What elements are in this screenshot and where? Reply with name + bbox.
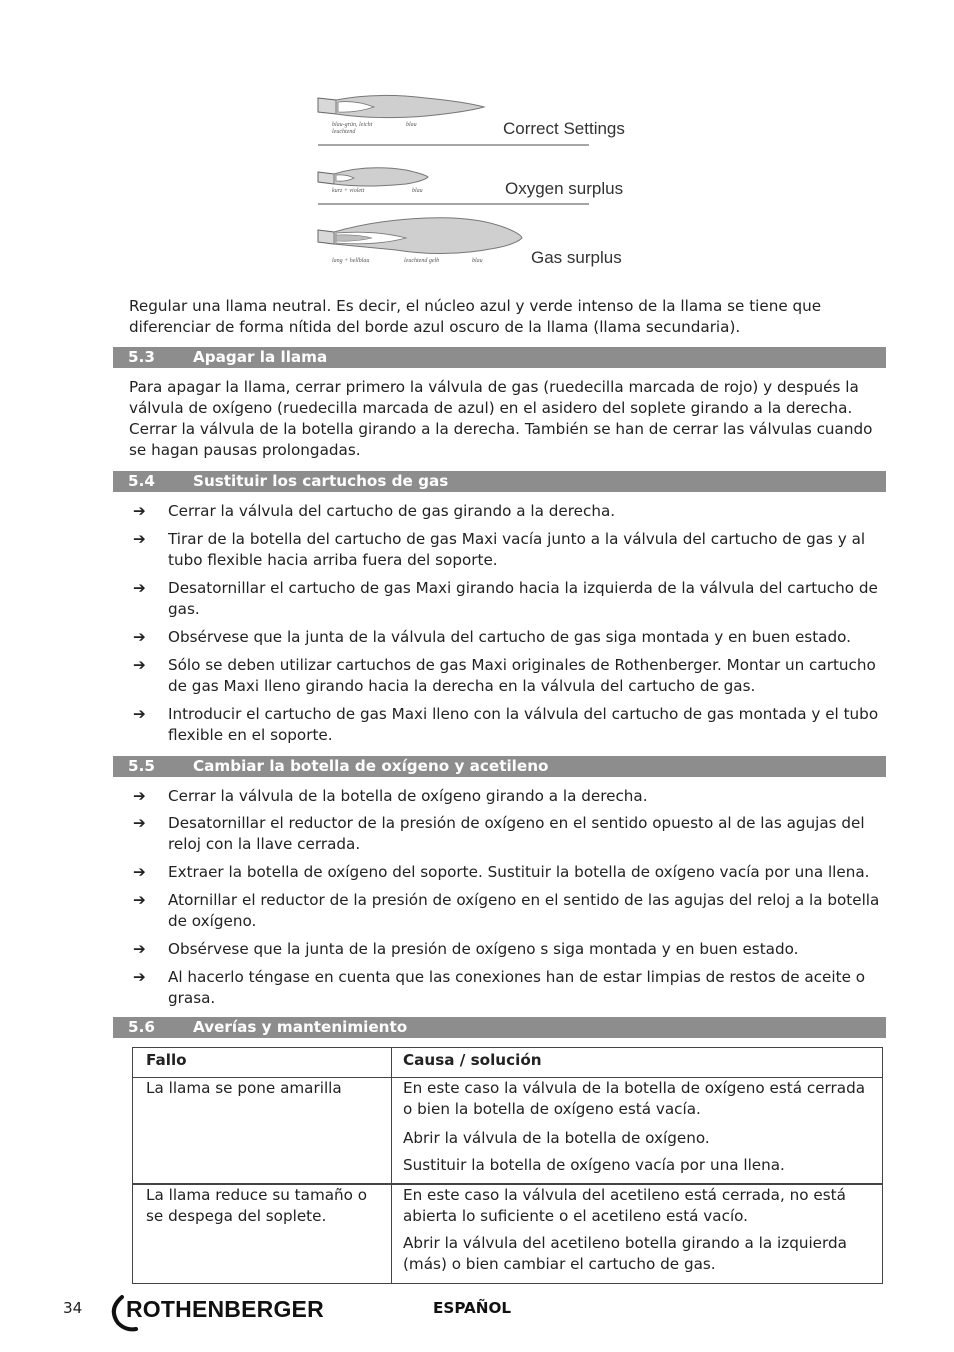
section-title: Cambiar la botella de oxígeno y acetileno <box>193 757 549 775</box>
table-cell-solution: Abrir la válvula de la botella de oxígeno. <box>403 1129 710 1147</box>
table-header-fault: Fallo <box>146 1051 187 1069</box>
flame-settings-figure <box>316 88 656 274</box>
oxygen-left-caption: kurz + violett <box>332 188 365 194</box>
correct-right-caption: blau <box>406 122 417 128</box>
list-item-text: Desatornillar el reductor de la presión de oxígeno en el sentido opuesto al de las agujas del reloj con la llave cerrada. <box>168 814 865 853</box>
list-item-text: Desatornillar el cartucho de gas Maxi girando hacia la izquierda de la válvula del cartucho de gas. <box>168 579 878 618</box>
oxygen-right-caption: blau <box>412 188 423 194</box>
list-item-text: Tirar de la botella del cartucho de gas Maxi vacía junto a la válvula del cartucho de gas y al tubo flexible hacia arriba fuera del soporte. <box>168 530 866 569</box>
section-title: Sustituir los cartuchos de gas <box>193 472 449 490</box>
brand-name: ROTHENBERGER <box>126 1296 324 1322</box>
section-heading-5-3 <box>113 347 886 368</box>
arrow-right-icon: ➔ <box>133 502 146 520</box>
language-label: ESPAÑOL <box>433 1299 512 1317</box>
arrow-right-icon: ➔ <box>133 968 146 986</box>
list-item-text: Obsérvese que la junta de la válvula del cartucho de gas siga montada y en buen estado. <box>168 628 851 646</box>
section-heading-5-6 <box>113 1017 886 1038</box>
list-item-text: Extraer la botella de oxígeno del soporte. Sustituir la botella de oxígeno vacía por una llena. <box>168 863 870 881</box>
table-cell-solution: Sustituir la botella de oxígeno vacía por una llena. <box>403 1156 785 1174</box>
rothenberger-logo <box>108 1293 348 1333</box>
correct-settings-label: Correct Settings <box>503 119 625 138</box>
table-cell-fault: La llama reduce su tamaño o se despega del soplete. <box>146 1186 368 1225</box>
gas-left-caption: lang + hellblau <box>332 258 370 264</box>
list-item-text: Introducir el cartucho de gas Maxi lleno con la válvula del cartucho de gas montada y el tubo flexible en el soporte. <box>168 705 879 744</box>
arrow-right-icon: ➔ <box>133 891 146 909</box>
arrow-right-icon: ➔ <box>133 530 146 548</box>
section-number: 5.4 <box>128 472 155 490</box>
section-number: 5.5 <box>128 757 155 775</box>
oxygen-surplus-label: Oxygen surplus <box>505 179 624 198</box>
section-heading-5-5 <box>113 756 886 777</box>
arrow-right-icon: ➔ <box>133 787 146 805</box>
section-number: 5.6 <box>128 1018 155 1036</box>
arrow-right-icon: ➔ <box>133 579 146 597</box>
table-cell-solution: En este caso la válvula de la botella de oxígeno está cerrada o bien la botella de oxígeno está vacía. <box>403 1079 866 1118</box>
intro-paragraph: Regular una llama neutral. Es decir, el núcleo azul y verde intenso de la llama se tiene que diferenciar de forma nítida del borde azul oscuro de la llama (llama secundaria). <box>129 297 822 336</box>
gas-surplus-flame <box>318 218 522 254</box>
arrow-right-icon: ➔ <box>133 814 146 832</box>
table-cell-fault: La llama se pone amarilla <box>146 1079 342 1097</box>
table-cell-solution: En este caso la válvula del acetileno está cerrada, no está abierta lo suficiente o el acetileno está vacío. <box>403 1186 846 1225</box>
column-divider <box>391 1048 392 1283</box>
list-item-text: Cerrar la válvula del cartucho de gas girando a la derecha. <box>168 502 616 520</box>
list-item-text: Al hacerlo téngase en cuenta que las conexiones han de estar limpias de restos de aceite o grasa. <box>168 968 866 1007</box>
correct-left-caption: blau-grün, leicht leuchtend <box>332 122 373 135</box>
section-5-3-paragraph: Para apagar la llama, cerrar primero la válvula de gas (ruedecilla marcada de rojo) y después la válvula de oxígeno (ruedecilla marcada de azul) en el asidero del soplete girando a la derecha. Cerrar la válvula de la botella girando a la derecha. También se han de cerrar las válvulas cuando se hagan pausas prolongadas. <box>129 378 873 459</box>
list-item-text: Cerrar la válvula de la botella de oxígeno girando a la derecha. <box>168 787 648 805</box>
list-item-text: Sólo se deben utilizar cartuchos de gas Maxi originales de Rothenberger. Montar un cartucho de gas Maxi lleno girando hacia la derecha en la válvula del cartucho de gas. <box>168 656 876 695</box>
section-title: Apagar la llama <box>193 348 328 366</box>
table-header-cause: Causa / solución <box>403 1051 542 1069</box>
arrow-right-icon: ➔ <box>133 940 146 958</box>
arrow-right-icon: ➔ <box>133 705 146 723</box>
list-item-text: Atornillar el reductor de la presión de oxígeno en el sentido de las agujas del reloj a la botella de oxígeno. <box>168 891 880 930</box>
table-cell-solution: Abrir la válvula del acetileno botella girando a la izquierda (más) o bien cambiar el cartucho de gas. <box>403 1234 847 1273</box>
gas-mid-caption: leuchtend gelb <box>404 258 440 264</box>
section-heading-5-4 <box>113 471 886 492</box>
arrow-right-icon: ➔ <box>133 863 146 881</box>
gas-surplus-label: Gas surplus <box>531 248 622 267</box>
section-number: 5.3 <box>128 348 155 366</box>
gas-right-caption: blau <box>472 258 483 264</box>
page-number: 34 <box>63 1299 83 1317</box>
arrow-right-icon: ➔ <box>133 628 146 646</box>
list-item-text: Obsérvese que la junta de la presión de oxígeno s siga montada y en buen estado. <box>168 940 799 958</box>
arrow-right-icon: ➔ <box>133 656 146 674</box>
section-title: Averías y mantenimiento <box>193 1018 408 1036</box>
troubleshooting-table <box>132 1047 883 1284</box>
